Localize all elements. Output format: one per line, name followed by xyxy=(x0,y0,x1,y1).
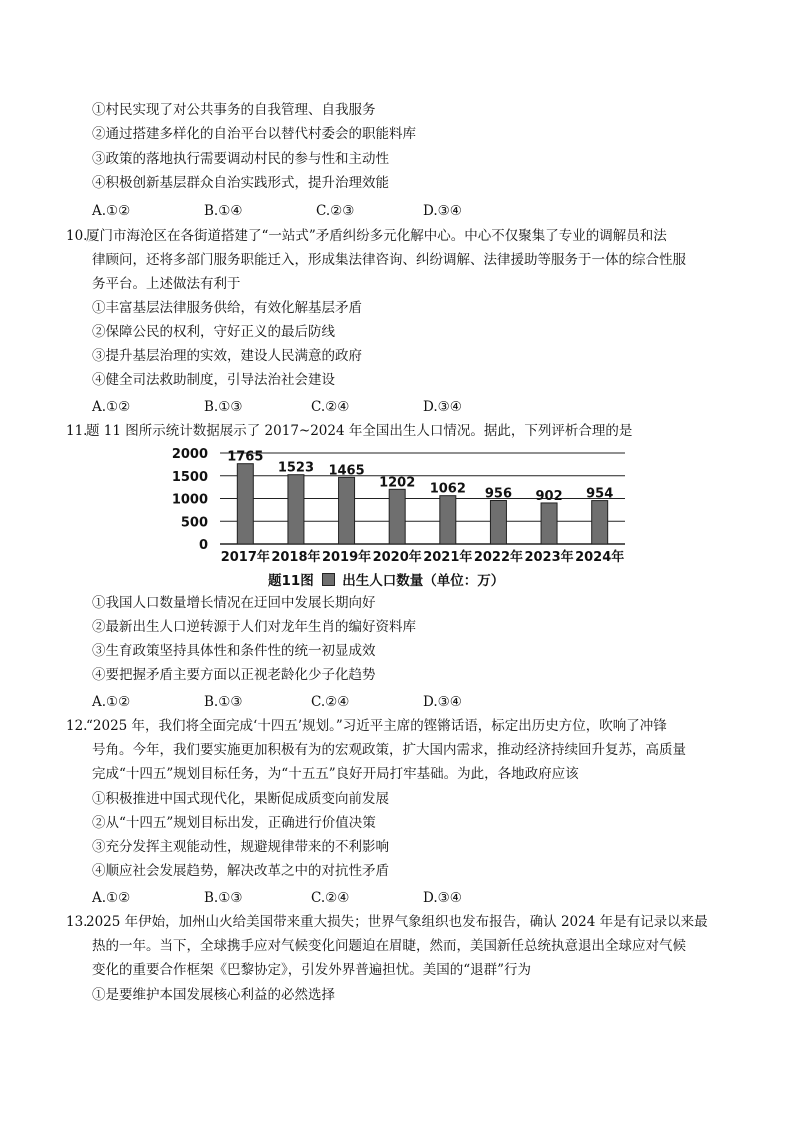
bar-value-label: 1202 xyxy=(379,475,416,491)
x-tick-label: 2022年 xyxy=(473,550,524,565)
birth-population-chart xyxy=(170,440,640,568)
q9-option-4: ④积极创新基层群众自治实践形式，提升治理效能 xyxy=(92,175,389,191)
q12-number: 12. xyxy=(66,718,88,734)
q12-option-4: ④顺应社会发展趋势，解决改革之中的对抗性矛盾 xyxy=(92,863,389,879)
q13-stem-line-3: 变化的重要合作框架《巴黎协定》，引发外界普遍担忧。美国的“退群”行为 xyxy=(92,962,532,978)
q9-option-1: ①村民实现了对公共事务的自我管理、自我服务 xyxy=(92,102,376,118)
bar-value-label: 954 xyxy=(586,486,614,502)
q12-choice-b[interactable]: B.①③ xyxy=(204,890,243,906)
q12-choice-c[interactable]: C.②④ xyxy=(311,890,350,906)
bar-2018年 xyxy=(288,475,304,544)
q10-option-2: ②保障公民的权利，守好正义的最后防线 xyxy=(92,324,335,340)
q9-option-2: ②通过搭建多样化的自治平台以替代村委会的职能料库 xyxy=(92,126,416,142)
bar-value-label: 1062 xyxy=(429,481,466,497)
x-tick-label: 2023年 xyxy=(524,550,574,565)
q10-number: 10. xyxy=(66,228,88,244)
x-tick-label: 2020年 xyxy=(372,550,422,565)
q12-stem-line-3: 完成“十四五”规划目标任务，为“十五五”良好开局打牢基础。为此，各地政府应该 xyxy=(92,766,579,782)
y-tick-label: 1000 xyxy=(171,492,208,508)
q11-number: 11. xyxy=(66,423,88,439)
q11-choice-b[interactable]: B.①③ xyxy=(204,694,243,710)
y-tick-label: 0 xyxy=(198,538,208,553)
q9-choice-a[interactable]: A.①② xyxy=(92,203,131,219)
q11-option-2: ②最新出生人口逆转源于人们对龙年生肖的编好资料库 xyxy=(92,619,416,635)
chart-data-labels xyxy=(227,450,613,504)
bar-2017年 xyxy=(237,464,253,544)
q11-choice-a[interactable]: A.①② xyxy=(92,694,131,710)
q11-option-1: ①我国人口数量增长情况在迂回中发展长期向好 xyxy=(92,595,376,611)
q9-option-3: ③政策的落地执行需要调动村民的参与性和主动性 xyxy=(92,151,389,167)
x-tick-label: 2024年 xyxy=(575,550,625,565)
chart-y-ticks xyxy=(172,447,208,553)
bar-2020年 xyxy=(389,489,405,544)
q10-option-3: ③提升基层治理的实效，建设人民满意的政府 xyxy=(92,348,362,364)
q12-stem-line-1: “2025 年，我们将全面完成‘十四五’规划。”习近平主席的铿锵话语，标定出历史方位，吹响了冲锋 xyxy=(86,718,667,734)
q12-choice-d[interactable]: D.③④ xyxy=(423,890,462,906)
q11-choice-c[interactable]: C.②④ xyxy=(311,694,350,710)
q10-choice-a[interactable]: A.①② xyxy=(92,399,131,415)
q10-choice-c[interactable]: C.②④ xyxy=(311,399,350,415)
q13-option-1: ①是要维护本国发展核心利益的必然选择 xyxy=(92,987,335,1003)
y-tick-label: 500 xyxy=(180,515,208,531)
x-tick-label: 2017年 xyxy=(220,550,270,565)
bar-2023年 xyxy=(541,503,557,544)
y-tick-label: 2000 xyxy=(171,447,208,462)
q13-stem-line-2: 热的一年。当下，全球携手应对气候变化问题迫在眉睫，然而，美国新任总统执意退出全球应对气候 xyxy=(92,938,686,954)
q10-stem-line-2: 律顾问，还将多部门服务职能迁入，形成集法律咨询、纠纷调解、法律援助等服务于一体的综合性服 xyxy=(92,252,686,268)
q9-choice-b[interactable]: B.①④ xyxy=(204,203,243,219)
bar-2022年 xyxy=(490,501,506,544)
y-tick-label: 1500 xyxy=(171,469,208,485)
bar-value-label: 956 xyxy=(484,486,513,502)
chart-x-ticks xyxy=(221,549,625,565)
chart-caption xyxy=(268,569,504,589)
q9-choice-c[interactable]: C.②③ xyxy=(316,203,355,219)
q10-stem-line-1: 厦门市海沧区在各街道搭建了“一站式”矛盾纠纷多元化解中心。中心不仅聚集了专业的调解员和法 xyxy=(86,228,667,244)
q10-choice-d[interactable]: D.③④ xyxy=(423,399,462,415)
q13-number: 13. xyxy=(66,914,88,930)
q11-option-4: ④要把握矛盾主要方面以正视老龄化少子化趋势 xyxy=(92,667,376,683)
q12-choice-a[interactable]: A.①② xyxy=(92,890,131,906)
bar-2024年 xyxy=(592,501,608,544)
q10-choice-b[interactable]: B.①③ xyxy=(204,399,243,415)
bar-value-label: 902 xyxy=(535,488,563,504)
q10-option-1: ①丰富基层法律服务供给，有效化解基层矛盾 xyxy=(92,300,362,316)
q11-choice-d[interactable]: D.③④ xyxy=(423,694,462,710)
bar-2019年 xyxy=(339,477,355,544)
bar-value-label: 1765 xyxy=(227,449,264,465)
legend-swatch-icon xyxy=(322,573,335,586)
q11-option-3: ③生育政策坚持具体性和条件性的统一初显成效 xyxy=(92,643,376,659)
q12-stem-line-2: 号角。今年，我们要实施更加积极有为的宏观政策，扩大国内需求，推动经济持续回升复苏，高质量 xyxy=(92,742,686,758)
chart-caption-prefix: 题11图 xyxy=(268,573,314,589)
bar-value-label: 1465 xyxy=(328,463,365,479)
q12-option-2: ②从“十四五”规划目标出发，正确进行价值决策 xyxy=(92,815,376,831)
q11-stem-line-1: 题 11 图所示统计数据展示了 2017~2024 年全国出生人口情况。据此，下列评析合理的是 xyxy=(86,423,633,439)
q12-option-3: ③充分发挥主观能动性，规避规律带来的不利影响 xyxy=(92,839,389,855)
q10-stem-line-3: 务平台。上述做法有利于 xyxy=(92,276,241,292)
bar-value-label: 1523 xyxy=(277,460,315,476)
bar-2021年 xyxy=(440,496,456,544)
x-tick-label: 2019年 xyxy=(321,550,372,565)
x-tick-label: 2018年 xyxy=(271,550,321,565)
chart-caption-text: 出生人口数量（单位：万） xyxy=(342,573,505,589)
q13-stem-line-1: 2025 年伊始，加州山火给美国带来重大损失；世界气象组织也发布报告，确认 2024 年是有记录以来最 xyxy=(86,914,708,930)
q10-option-4: ④健全司法救助制度，引导法治社会建设 xyxy=(92,372,335,388)
q9-choice-d[interactable]: D.③④ xyxy=(423,203,462,219)
q12-option-1: ①积极推进中国式现代化，果断促成质变向前发展 xyxy=(92,791,389,807)
x-tick-label: 2021年 xyxy=(423,550,473,565)
